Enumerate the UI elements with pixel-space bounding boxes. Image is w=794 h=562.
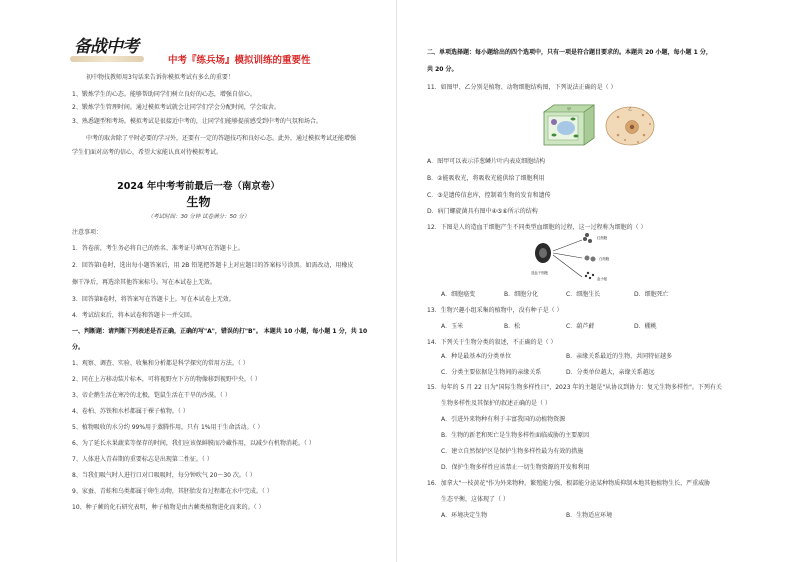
logo-text: 备战中考 xyxy=(74,37,138,57)
animal-cell-image xyxy=(606,107,654,145)
question-12-stem: 12．下图是人的造血干细胞产生不同类型血细胞的过程，这一过程称为细胞的（ ） xyxy=(427,224,647,231)
question-2: 2、同在上方移动装片标本，可将视野左下方的物像移到视野中央。（ ） xyxy=(72,376,261,383)
q12-option-b: B．细胞分化 xyxy=(504,291,539,298)
subject-title: 生物 xyxy=(186,195,211,209)
question-1: 1、观察、调查、实验、收集和分析都是科学探究的常用方法。（ ） xyxy=(72,360,249,367)
note-line: 1．答卷前，考生务必将自己的姓名、准考证号填写在答题卡上。 xyxy=(72,245,244,252)
intro-line: 中考的取舍除了平时必要的学习外，还要有一定的答题技巧和良好心态。此外，通过模拟考试还能增强 xyxy=(86,135,357,142)
question-13-stem: 13．生物兴趣小组采集的植物中，没有种子是（ ） xyxy=(427,307,563,314)
question-15-stem-cont: 生物多样性及其保护的叙述正确的是（ ） xyxy=(441,400,551,407)
question-4: 4、卷柏、苏铁和水杉都属于裸子植物。（ ） xyxy=(72,408,189,415)
intro-line: 初中物技教师用3句话来告诉你模拟考试有多么的重要！ xyxy=(86,74,234,81)
question-9: 9、家蚕、青蛙和乌类都属于卵生动物，其胚胎发育过程都在水中完成。（ ） xyxy=(72,488,273,495)
q15-option-c: C．建立自然保护区是保护生物多样性最为有效的措施 xyxy=(441,448,584,455)
question-16-stem: 16．加拿大"一枝黄花"作为外来物种，繁殖能力强，根部能分泌某种物质抑制本地其他植物生长，严重威胁 xyxy=(427,480,711,487)
stem-cell-label: 造血干细胞 xyxy=(531,271,548,275)
question-8: 8、当我们吸气时人进行口对口吸吸时，每分钟吹气 20～30 次。（ ） xyxy=(72,472,256,479)
q12-option-d: D．细胞死亡 xyxy=(634,291,669,298)
q12-option-c: C．细胞生长 xyxy=(566,291,601,298)
note-line: 擦干净后，再选涂其他答案标号。写在本试卷上无效。 xyxy=(72,279,217,286)
question-10: 10、种子蕨的化石研究表明，种子植物是由古蕨类植物进化而来的。（ ） xyxy=(72,504,265,511)
q13-option-d: D．棚桃 xyxy=(634,323,657,330)
animal-cell-label: 乙 xyxy=(628,107,632,111)
question-11-stem: 11．如图甲、乙分别是植物、动物细胞结构图，下列说法正确的是（ ） xyxy=(427,84,617,91)
notes-title: 注意事项： xyxy=(72,229,103,236)
question-14-stem: 14．下列关于生物分类的叙述，不正确的是（ ） xyxy=(427,339,557,346)
section1-heading-cont: 分。 xyxy=(72,344,85,351)
question-15-stem: 15．每年的 5 月 22 日为"国际生物多样性日"，2023 年的主题是"从协议到协力：复元生物多样性"。下列有关 xyxy=(427,384,722,391)
intro-line: 2、锻炼学生管理时间。通过模拟考试就会让同学们学会分配时间，学会取舍。 xyxy=(72,104,280,111)
q15-option-b: B．生物的新老和死亡是生物多样性面临威胁的主要原因 xyxy=(441,432,590,439)
intro-line: 学生们面对高考的信心，希望大家能认真对待模拟考试。 xyxy=(72,149,223,156)
question-6: 6、为了延长水果蔬菜等保存的时间，我们应该保鲜膜而冷藏作用，以减少有机物消耗。（ ） xyxy=(72,440,315,447)
section2-heading-cont: 共 20 分。 xyxy=(427,66,458,73)
q12-option-a: A．细胞癌变 xyxy=(441,291,476,298)
q13-option-a: A．玉米 xyxy=(441,323,464,330)
q14-option-d: D．分类单位越大，亲缘关系越远 xyxy=(566,369,655,376)
red-cell-label: 红细胞 xyxy=(597,236,608,240)
question-5: 5、植物吸收的水分约 99%用于蒸腾作用，只有 1%用于生命活动。（ ） xyxy=(72,424,264,431)
q14-option-b: B．亲缘关系最近的生物，共同特征越多 xyxy=(566,353,673,360)
stem-cell-diagram xyxy=(527,228,623,286)
q11-option-a: A．图甲可以表示洋葱鳞片叶内表皮细胞结构 xyxy=(427,158,546,165)
intro-line: 1、锻炼学生的心态。能够帮助同学们树立良好的心态，增强自信心。 xyxy=(72,91,256,98)
intro-line: 3、熟悉题型和考场。模拟考试是很接近中考的，让同学们能够提前感受到中考的气氛和场合。 xyxy=(72,118,322,125)
plant-cell-label: 甲 xyxy=(567,107,571,111)
section1-heading: 一、判断题：请判断下列表述是否正确，正确的写"A"，错误的打"B"。 本题共 10 小题，每小题 1 分，共 10 xyxy=(72,328,368,335)
white-cell-label: 白细胞 xyxy=(599,257,610,261)
question-16-stem-cont: 生态平衡，这体现了（ ） xyxy=(441,496,509,503)
red-title: 中考『练兵场』模拟训练的重要性 xyxy=(168,55,311,66)
section2-heading: 二、单项选择题：每小题给出的四个选项中，只有一项是符合题目要求的。本题共 20 小题，每小题 1 分， xyxy=(427,49,712,56)
question-3: 3、帝企鹅生活在寒冷的北极，铠鼠生活在干旱的沙漠。（ ） xyxy=(72,392,231,399)
q13-option-c: C．葫芦藓 xyxy=(566,323,595,330)
q13-option-b: B．松 xyxy=(504,323,521,330)
q14-option-a: A．种是最基本的分类单位 xyxy=(441,353,512,360)
q15-option-a: A．引进外来物种有利于丰富我国的动植物资源 xyxy=(441,416,566,423)
exam-title: 2024 年中考考前最后一卷（南京卷） xyxy=(117,181,280,192)
cell-diagram xyxy=(540,102,664,148)
note-line: 4．考试结束后，将本试卷和答题卡一并交回。 xyxy=(72,312,196,319)
exam-time-note: （考试时间：30 分钟 试卷满分：50 分） xyxy=(147,214,250,220)
q11-option-b: B．②能吸收光，将吸收光能供给了细胞利用 xyxy=(427,175,545,182)
q14-option-c: C．分类主要依据是生物间的亲缘关系 xyxy=(441,369,542,376)
platelet-label: 血小板 xyxy=(597,277,608,281)
logo xyxy=(70,30,146,70)
note-line: 3．回答第Ⅱ卷时，将答案写在答题卡上。写在本试卷上无效。 xyxy=(72,296,235,303)
plant-cell-image xyxy=(544,105,594,145)
q15-option-d: D．保护生物多样性应该禁止一切生物资源的开发和利用 xyxy=(441,464,590,471)
q16-option-b: B．生物适应环境 xyxy=(566,512,613,519)
q11-option-c: C．③是遗传信息库，控制着生物的发育和遗传 xyxy=(427,192,551,199)
q16-option-a: A．环境决定生物 xyxy=(441,512,488,519)
note-line: 2．回答第Ⅰ卷时，选出每小题答案后，用 2B 铅笔把答题卡上对应题目的答案标号涂黑。如需改动，用橡皮 xyxy=(72,262,354,269)
q11-option-d: D．病门螺旋菌具有图中④⑤⑥所示的结构 xyxy=(427,208,538,215)
question-7: 7、人体进入青春期的重要标志是出现第二性征。（ ） xyxy=(72,456,213,463)
